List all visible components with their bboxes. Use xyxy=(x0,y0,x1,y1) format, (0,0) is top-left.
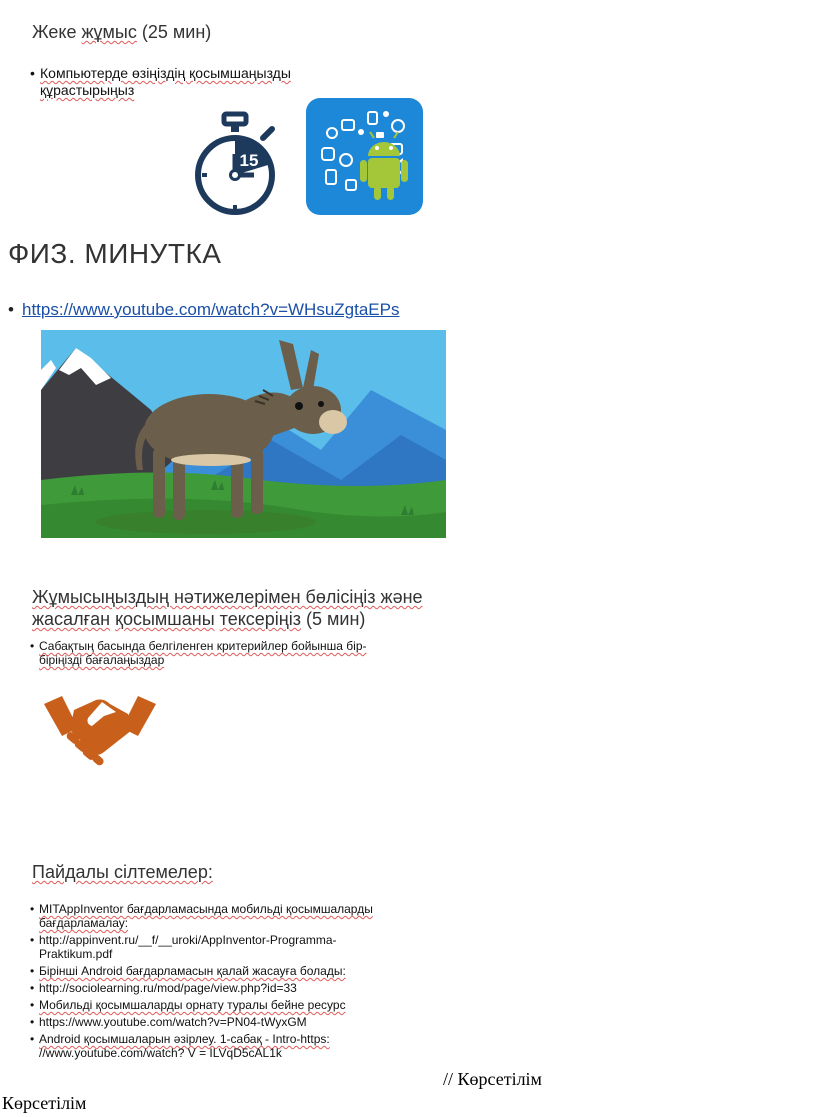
list-item-line1: Бірінші Android бағдарламасын қалай жасауға болады: xyxy=(39,964,346,978)
handshake-icon xyxy=(44,690,156,772)
timer-label: 15 xyxy=(239,151,259,170)
share-results-title xyxy=(32,586,423,630)
list-item[interactable] xyxy=(30,1015,410,1029)
bullet-peer-review xyxy=(30,639,400,667)
list-item-line1: http://sociolearning.ru/mod/page/view.php?id=33 xyxy=(39,981,297,995)
list-item-line2: Praktikum.pdf xyxy=(39,947,113,961)
android-apps-icon xyxy=(306,98,423,215)
youtube-link-bullet xyxy=(8,300,399,320)
title-word: Жеке xyxy=(32,22,77,42)
footer-right-text: // Көрсетілім xyxy=(443,1069,542,1089)
bullet-dot: • xyxy=(30,964,35,978)
bullet-text-line1: Компьютерде өзіңіздің қосымшаңызды xyxy=(40,65,291,81)
list-item[interactable] xyxy=(30,933,410,961)
bullet-text-line2: құрастырыңыз xyxy=(40,82,135,98)
list-item-line2: бағдарламалау: xyxy=(39,916,129,930)
list-item[interactable] xyxy=(30,1032,410,1060)
phys-minute-title: ФИЗ. МИНУТКА xyxy=(8,238,222,269)
title-word: қосымшаны xyxy=(115,609,215,629)
title-word: (5 мин) xyxy=(306,609,366,629)
list-item[interactable] xyxy=(30,964,410,978)
youtube-link[interactable]: https://www.youtube.com/watch?v=WHsuZgtaEPs xyxy=(22,300,400,319)
bullet-dot: • xyxy=(30,933,35,947)
bullet-dot: • xyxy=(30,1015,35,1029)
stopwatch-icon xyxy=(190,110,285,220)
title-word: тексеріңіз xyxy=(219,609,301,629)
individual-work-title xyxy=(32,22,211,43)
list-item[interactable] xyxy=(30,981,410,995)
donkey-illustration xyxy=(41,330,446,538)
list-item[interactable] xyxy=(30,902,410,930)
footer-left-text: Көрсетілім xyxy=(2,1093,87,1113)
list-item-line1: MITAppInventor бағдарламасында мобильді қосымшаларды xyxy=(39,902,373,916)
useful-links-title-text: Пайдалы сілтемелер: xyxy=(32,862,213,882)
list-item-line1: Мобильді қосымшаларды орнату туралы бейне ресурс xyxy=(39,998,346,1012)
useful-links-title xyxy=(32,862,213,883)
bullet-dot: • xyxy=(30,639,35,653)
bullet-build-app xyxy=(30,65,340,99)
bullet-dot: • xyxy=(30,65,35,81)
useful-links-list xyxy=(30,902,410,1063)
list-item-line1: Android қосымшаларын әзірлеу. 1-сабақ - Intro-https: xyxy=(39,1032,330,1046)
bullet-text-line2: біріңізді бағалаңыздар xyxy=(39,653,165,667)
title-line1: Жұмысыңыздың нәтижелерімен бөлісіңіз және xyxy=(32,587,423,607)
bullet-dot: • xyxy=(30,998,35,1012)
title-word: жұмыс xyxy=(81,22,137,42)
bullet-dot: • xyxy=(30,1032,35,1046)
title-word: жасалған xyxy=(32,609,111,629)
bullet-dot: • xyxy=(30,981,35,995)
bullet-dot: • xyxy=(30,902,35,916)
list-item-line2: //www.youtube.com/watch? V = ILVqD5cAL1k xyxy=(39,1046,282,1060)
bullet-text-line1: Сабақтың басында белгіленген критерийлер бойынша бір- xyxy=(39,639,367,653)
list-item-line1: https://www.youtube.com/watch?v=PN04-tWyxGM xyxy=(39,1015,307,1029)
list-item-line1: http://appinvent.ru/__f/__uroki/AppInventor-Programma- xyxy=(39,933,337,947)
title-word: (25 мин) xyxy=(141,22,212,42)
list-item[interactable] xyxy=(30,998,410,1012)
bullet-dot: • xyxy=(8,300,14,319)
